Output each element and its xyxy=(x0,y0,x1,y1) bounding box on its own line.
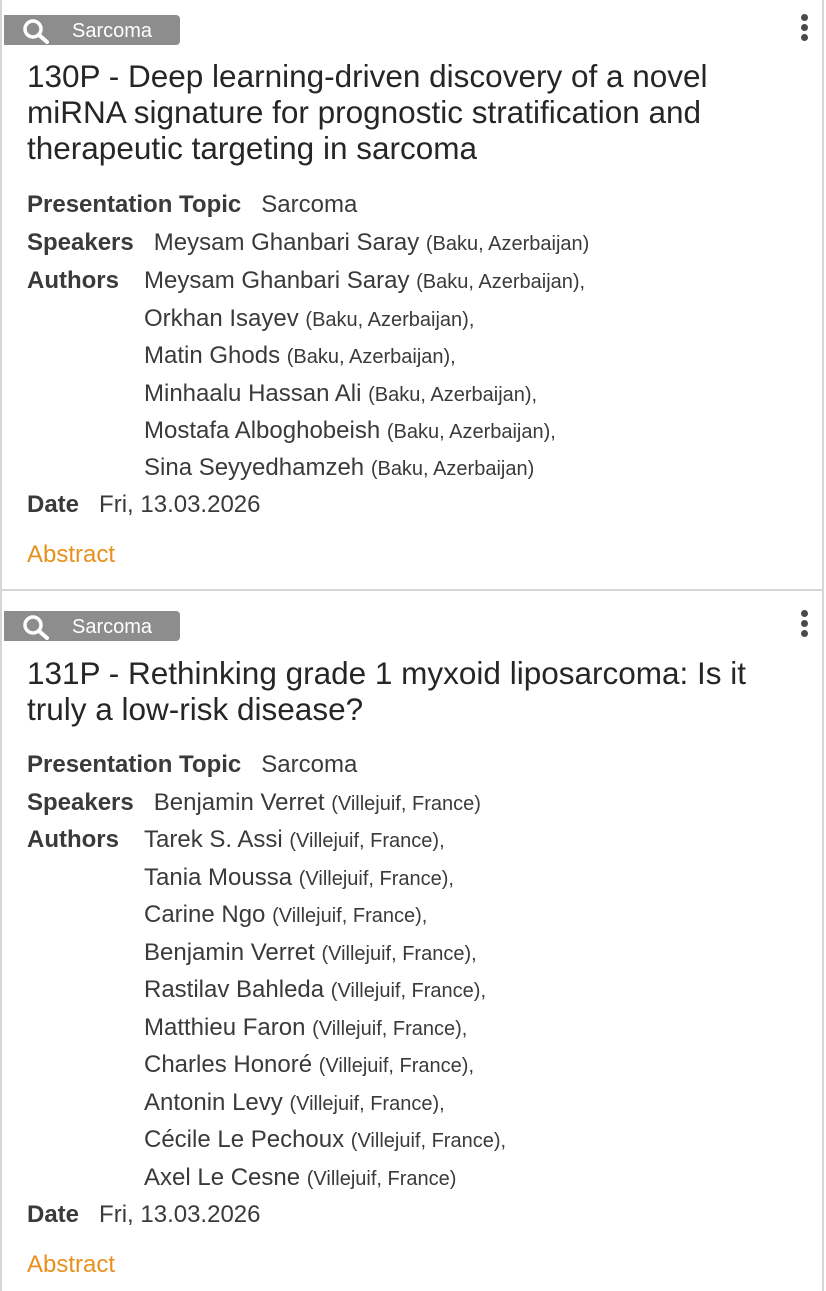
date-value: Fri, 13.03.2026 xyxy=(99,1201,261,1228)
author-name[interactable]: Minhaalu Hassan Ali xyxy=(144,380,362,407)
presentation-topic-value: Sarcoma xyxy=(261,191,358,218)
author-name[interactable]: Carine Ngo xyxy=(144,901,266,928)
author-name[interactable]: Cécile Le Pechoux xyxy=(144,1126,345,1153)
author-location: (Villejuif, France), xyxy=(318,1055,474,1077)
author-location: (Villejuif, France), xyxy=(289,830,445,852)
author-item xyxy=(144,341,456,372)
author-item xyxy=(144,266,585,297)
topic-tag[interactable] xyxy=(4,611,180,641)
search-icon xyxy=(22,18,52,44)
author-item xyxy=(144,1125,506,1156)
author-item xyxy=(144,1050,474,1081)
topic-tag-label: Sarcoma xyxy=(72,616,153,638)
speakers-label: Speakers xyxy=(27,229,134,256)
author-item xyxy=(144,825,445,856)
author-name[interactable]: Sina Seyyedhamzeh xyxy=(144,454,365,481)
abstract-link[interactable]: Abstract xyxy=(27,1251,116,1278)
author-location: (Baku, Azerbaijan), xyxy=(368,384,538,406)
author-location: (Villejuif, France), xyxy=(350,1130,507,1152)
abstract-title[interactable]: 130P - Deep learning-driven discovery of a novel miRNA signature for prognostic stratification and therapeutic targeting in sarcoma xyxy=(27,58,708,166)
author-item xyxy=(144,1013,467,1044)
author-location: (Baku, Azerbaijan), xyxy=(416,271,586,293)
date-label: Date xyxy=(27,491,80,518)
presentation-topic-label: Presentation Topic xyxy=(27,191,242,218)
presentation-topic-label: Presentation Topic xyxy=(27,751,242,778)
author-name[interactable]: Matin Ghods xyxy=(144,342,281,369)
authors-label-row xyxy=(27,266,119,296)
presentation-topic-row xyxy=(27,750,357,780)
author-location: (Villejuif, France), xyxy=(330,980,487,1002)
author-name[interactable]: Matthieu Faron xyxy=(144,1014,306,1041)
author-location: (Baku, Azerbaijan) xyxy=(370,458,535,480)
more-options-icon[interactable] xyxy=(794,610,814,640)
author-location: (Baku, Azerbaijan), xyxy=(386,421,556,443)
author-name[interactable]: Benjamin Verret xyxy=(144,939,315,966)
author-item xyxy=(144,379,537,410)
abstract-link[interactable]: Abstract xyxy=(27,541,116,568)
speakers-row xyxy=(27,228,589,259)
author-item xyxy=(144,975,486,1006)
speakers-label: Speakers xyxy=(27,789,134,816)
author-name[interactable]: Tania Moussa xyxy=(144,864,293,891)
speaker-location: (Villejuif, France) xyxy=(331,793,481,815)
date-row xyxy=(27,490,260,520)
abstract-title[interactable]: 131P - Rethinking grade 1 myxoid liposarcoma: Is it truly a low-risk disease? xyxy=(27,655,747,727)
speakers-row xyxy=(27,788,481,819)
author-location: (Villejuif, France), xyxy=(298,868,454,890)
author-name[interactable]: Meysam Ghanbari Saray xyxy=(144,267,410,294)
session-card xyxy=(0,0,824,591)
author-name[interactable]: Charles Honoré xyxy=(144,1051,313,1078)
topic-tag-label: Sarcoma xyxy=(72,20,153,42)
author-item xyxy=(144,1088,445,1119)
author-item xyxy=(144,1163,456,1194)
author-name[interactable]: Tarek S. Assi xyxy=(144,826,283,853)
date-value: Fri, 13.03.2026 xyxy=(99,491,261,518)
topic-tag[interactable] xyxy=(4,15,180,45)
author-location: (Villejuif, France) xyxy=(306,1168,457,1190)
more-options-icon[interactable] xyxy=(794,14,814,44)
author-item xyxy=(144,938,477,969)
author-name[interactable]: Rastilav Bahleda xyxy=(144,976,325,1003)
author-location: (Villejuif, France), xyxy=(312,1018,468,1040)
author-item xyxy=(144,453,534,484)
authors-label: Authors xyxy=(27,826,119,853)
author-location: (Villejuif, France), xyxy=(289,1093,445,1115)
author-item xyxy=(144,416,556,447)
session-card xyxy=(0,591,824,1291)
author-location: (Baku, Azerbaijan), xyxy=(305,309,475,331)
authors-label: Authors xyxy=(27,267,119,294)
speaker-name[interactable]: Benjamin Verret xyxy=(153,789,325,816)
author-location: (Villejuif, France), xyxy=(321,943,477,965)
date-row xyxy=(27,1200,260,1230)
author-item xyxy=(144,900,427,931)
author-name[interactable]: Antonin Levy xyxy=(144,1089,283,1116)
author-name[interactable]: Mostafa Alboghobeish xyxy=(144,417,381,444)
author-name[interactable]: Axel Le Cesne xyxy=(144,1164,301,1191)
author-name[interactable]: Orkhan Isayev xyxy=(144,305,299,332)
search-icon xyxy=(22,614,52,640)
presentation-topic-row xyxy=(27,190,357,220)
speaker-location: (Baku, Azerbaijan) xyxy=(425,233,590,255)
date-label: Date xyxy=(27,1201,80,1228)
author-item xyxy=(144,863,454,894)
author-item xyxy=(144,304,474,335)
author-location: (Baku, Azerbaijan), xyxy=(286,346,456,368)
speaker-name[interactable]: Meysam Ghanbari Saray xyxy=(153,229,420,256)
author-location: (Villejuif, France), xyxy=(272,905,428,927)
authors-label-row xyxy=(27,825,119,855)
presentation-topic-value: Sarcoma xyxy=(261,751,358,778)
